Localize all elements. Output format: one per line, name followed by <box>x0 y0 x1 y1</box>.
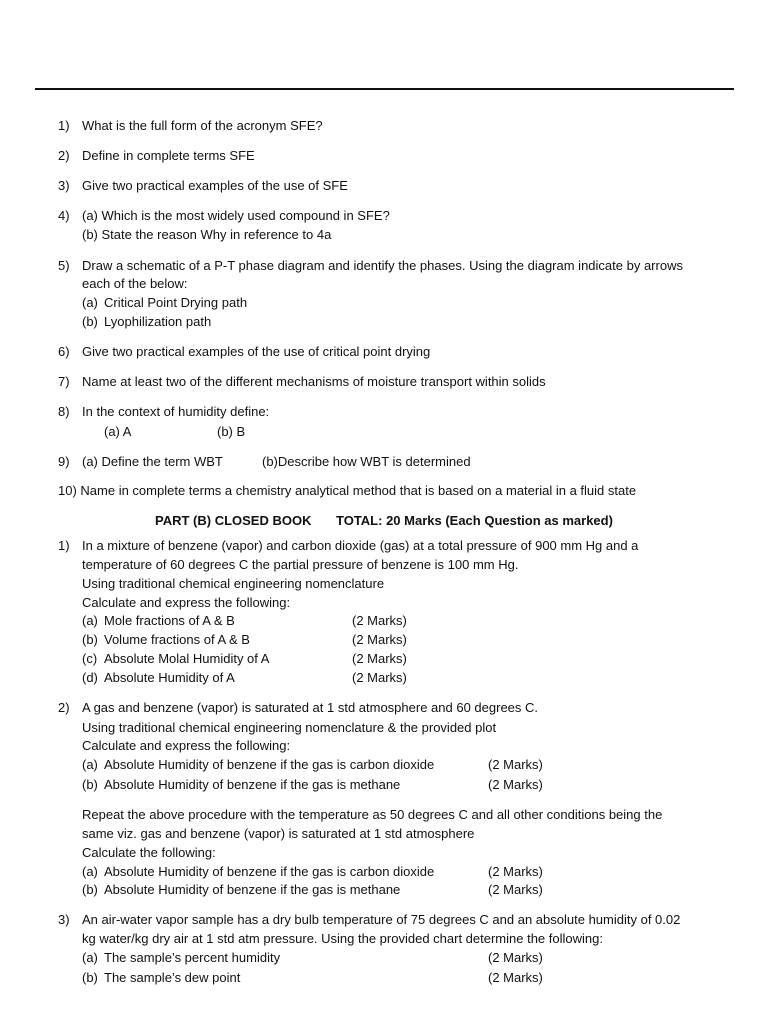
question-text: Using traditional chemical engineering nomenclature & the provided plot <box>82 720 497 735</box>
item-text: Absolute Molal Humidity of A <box>104 651 270 666</box>
item-marks: (2 Marks) <box>352 670 407 685</box>
question-text: In a mixture of benzene (vapor) and carbon dioxide (gas) at a total pressure of 900 mm Hg and a <box>82 538 639 553</box>
item-text: Volume fractions of A & B <box>104 632 250 647</box>
question-text: (b)Describe how WBT is determined <box>262 454 471 469</box>
item-text: Absolute Humidity of A <box>104 670 235 685</box>
item-text: (a) A <box>104 424 132 439</box>
item-label: (a) <box>82 295 98 310</box>
item-text: (b) B <box>217 424 246 439</box>
question-number: 2) <box>58 700 70 715</box>
item-marks: (2 Marks) <box>488 882 543 897</box>
item-marks: (2 Marks) <box>352 613 407 628</box>
item-text: Critical Point Drying path <box>104 295 248 310</box>
question-number: 6) <box>58 344 70 359</box>
question-text: An air-water vapor sample has a dry bulb temperature of 75 degrees C and an absolute humidity of 0.02 <box>82 912 681 927</box>
header-rule <box>35 88 734 90</box>
item-label: (b) <box>82 970 98 985</box>
item-text: The sample’s dew point <box>104 970 241 985</box>
item-marks: (2 Marks) <box>488 864 543 879</box>
item-marks: (2 Marks) <box>488 757 543 772</box>
question-text: Give two practical examples of the use of critical point drying <box>82 344 431 359</box>
question-text: same viz. gas and benzene (vapor) is saturated at 1 std atmosphere <box>82 826 475 841</box>
question-text: In the context of humidity define: <box>82 404 270 419</box>
section-title: PART (B) CLOSED BOOK <box>155 513 312 528</box>
item-text: Absolute Humidity of benzene if the gas is methane <box>104 777 401 792</box>
question-number: 2) <box>58 148 70 163</box>
question-text: A gas and benzene (vapor) is saturated at 1 std atmosphere and 60 degrees C. <box>82 700 539 715</box>
question-number: 3) <box>58 912 70 927</box>
question-text: Repeat the above procedure with the temperature as 50 degrees C and all other conditions being the <box>82 807 663 822</box>
question-text: Calculate the following: <box>82 845 216 860</box>
question-text: Calculate and express the following: <box>82 595 291 610</box>
question-number: 7) <box>58 374 70 389</box>
question-text: (b) State the reason Why in reference to 4a <box>82 227 332 242</box>
question-text: Draw a schematic of a P-T phase diagram and identify the phases. Using the diagram indicate by arrows <box>82 258 683 273</box>
question-number: 1) <box>58 538 70 553</box>
item-label: (a) <box>82 757 98 772</box>
question-number: 4) <box>58 208 70 223</box>
item-text: Lyophilization path <box>104 314 212 329</box>
item-marks: (2 Marks) <box>488 950 543 965</box>
item-marks: (2 Marks) <box>352 632 407 647</box>
question-text: kg water/kg dry air at 1 std atm pressure. Using the provided chart determine the following: <box>82 931 603 946</box>
section-total: TOTAL: 20 Marks (Each Question as marked) <box>336 513 613 528</box>
question-text: What is the full form of the acronym SFE? <box>82 118 323 133</box>
question-number: 9) <box>58 454 70 469</box>
question-number: 3) <box>58 178 70 193</box>
question-text: Name at least two of the different mechanisms of moisture transport within solids <box>82 374 546 389</box>
question-text: (a) Which is the most widely used compound in SFE? <box>82 208 390 223</box>
item-marks: (2 Marks) <box>352 651 407 666</box>
item-label: (b) <box>82 882 98 897</box>
item-label: (a) <box>82 864 98 879</box>
item-text: Absolute Humidity of benzene if the gas is carbon dioxide <box>104 757 435 772</box>
question-number: 8) <box>58 404 70 419</box>
item-label: (d) <box>82 670 98 685</box>
item-text: The sample’s percent humidity <box>104 950 281 965</box>
question-text: temperature of 60 degrees C the partial pressure of benzene is 100 mm Hg. <box>82 557 519 572</box>
item-label: (a) <box>82 950 98 965</box>
item-marks: (2 Marks) <box>488 970 543 985</box>
item-label: (b) <box>82 777 98 792</box>
question-text: 10) Name in complete terms a chemistry analytical method that is based on a material in a fluid state <box>58 483 637 498</box>
question-text: Define in complete terms SFE <box>82 148 255 163</box>
question-text: (a) Define the term WBT <box>82 454 223 469</box>
item-label: (a) <box>82 613 98 628</box>
question-text: each of the below: <box>82 276 188 291</box>
question-text: Give two practical examples of the use of SFE <box>82 178 348 193</box>
item-label: (b) <box>82 314 98 329</box>
item-text: Absolute Humidity of benzene if the gas is carbon dioxide <box>104 864 435 879</box>
question-number: 5) <box>58 258 70 273</box>
item-text: Absolute Humidity of benzene if the gas is methane <box>104 882 401 897</box>
question-text: Calculate and express the following: <box>82 738 291 753</box>
item-label: (b) <box>82 632 98 647</box>
question-text: Using traditional chemical engineering nomenclature <box>82 576 385 591</box>
item-text: Mole fractions of A & B <box>104 613 235 628</box>
question-number: 1) <box>58 118 70 133</box>
item-marks: (2 Marks) <box>488 777 543 792</box>
item-label: (c) <box>82 651 98 666</box>
